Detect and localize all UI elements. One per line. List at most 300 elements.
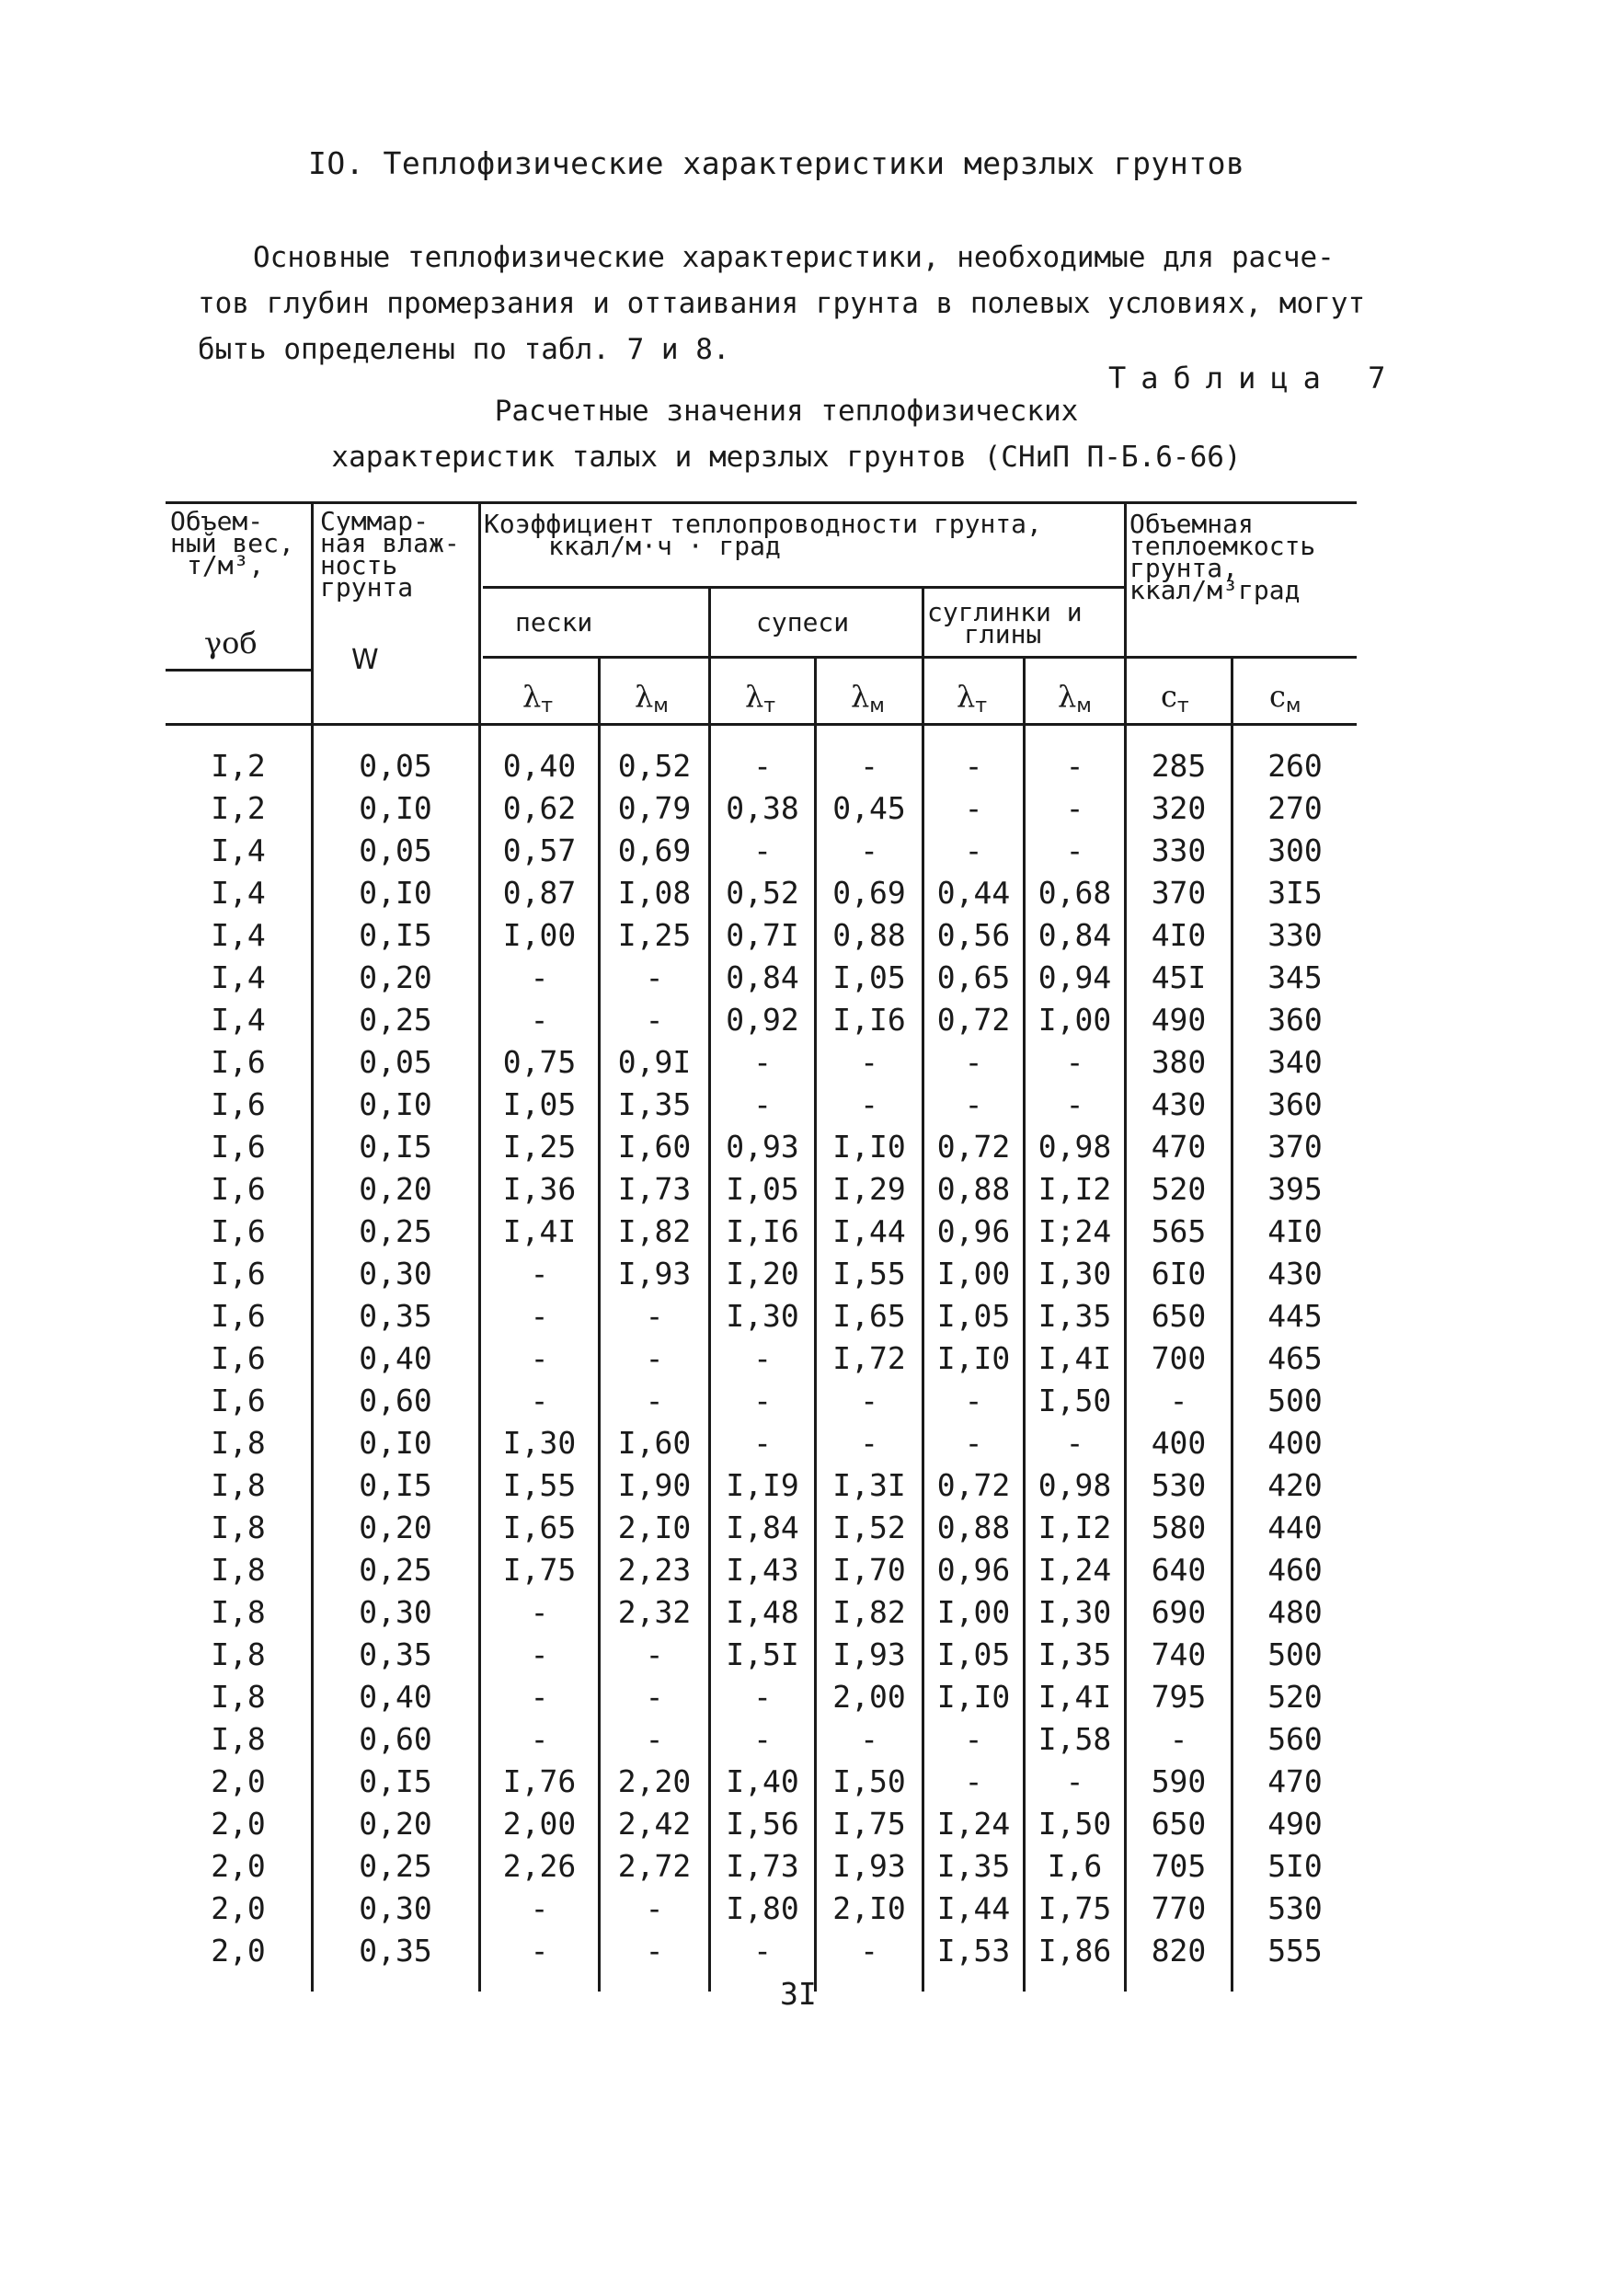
cell-lambda-thawed-sands: - (530, 1679, 549, 1715)
cell-c-thawed: 705 (1151, 1848, 1207, 1884)
cell-lambda-frozen-sands: 0,69 (617, 832, 692, 868)
table-row (166, 787, 1361, 830)
cell-lambda-frozen-loam-clay: 0,68 (1038, 875, 1112, 911)
cell-lambda-frozen-sandy-loam: I,70 (832, 1552, 906, 1588)
cell-lambda-thawed-sands: - (530, 1002, 549, 1038)
table-row (166, 1676, 1361, 1718)
cell-lambda-frozen-sandy-loam: 0,88 (832, 917, 906, 953)
cell-lambda-thawed-loam-clay: 0,96 (936, 1552, 1011, 1588)
cell-c-thawed: 650 (1151, 1298, 1207, 1334)
header-lambda-thawed-loam-clay (957, 679, 987, 718)
cell-c-thawed: 650 (1151, 1806, 1207, 1842)
header-sandy-loam: супеси (756, 607, 850, 637)
cell-c-frozen: 345 (1267, 959, 1323, 995)
lambda-symbol: λ (1058, 679, 1077, 714)
cell-c-thawed: 6I0 (1151, 1256, 1207, 1292)
header-loam-clay (927, 597, 1083, 649)
cell-lambda-frozen-loam-clay: - (1065, 790, 1084, 826)
cell-lambda-frozen-loam-clay: - (1065, 748, 1084, 784)
cell-lambda-frozen-sands: - (645, 1340, 664, 1376)
cell-c-frozen: 430 (1267, 1256, 1323, 1292)
table-title-line: Расчетные значения теплофизических (494, 395, 1079, 428)
table-row (166, 1168, 1361, 1211)
cell-lambda-frozen-sands: - (645, 1383, 664, 1418)
cell-lambda-thawed-sandy-loam: 0,52 (726, 875, 799, 911)
cell-lambda-thawed-sandy-loam: I,80 (726, 1890, 799, 1926)
cell-moisture: 0,25 (359, 1848, 432, 1884)
cell-lambda-thawed-sands: 0,75 (502, 1044, 577, 1080)
cell-lambda-thawed-sandy-loam: - (753, 1679, 772, 1715)
table-row (166, 1845, 1361, 1888)
cell-lambda-thawed-loam-clay: I,05 (936, 1298, 1011, 1334)
cell-lambda-thawed-loam-clay: - (964, 1425, 983, 1461)
header-density-symbol: γоб (204, 626, 258, 660)
cell-lambda-thawed-loam-clay: I,I0 (936, 1679, 1011, 1715)
cell-moisture: 0,30 (359, 1256, 432, 1292)
header-sands: пески (515, 607, 593, 637)
cell-lambda-frozen-loam-clay: - (1065, 1425, 1084, 1461)
cell-lambda-frozen-loam-clay: 0,98 (1038, 1467, 1112, 1503)
cell-lambda-thawed-sands: - (530, 1256, 549, 1292)
table-row (166, 1803, 1361, 1845)
header-c-frozen (1269, 679, 1301, 718)
cell-lambda-thawed-sandy-loam: - (753, 1933, 772, 1969)
cell-moisture: 0,40 (359, 1340, 432, 1376)
cell-c-frozen: 555 (1267, 1933, 1323, 1969)
cell-lambda-frozen-sands: 2,20 (617, 1763, 692, 1799)
cell-lambda-frozen-loam-clay: I,50 (1038, 1383, 1112, 1418)
cell-lambda-frozen-loam-clay: I,4I (1038, 1679, 1112, 1715)
cell-lambda-frozen-sands: - (645, 1636, 664, 1672)
cell-lambda-thawed-loam-clay: I,35 (936, 1848, 1011, 1884)
cell-lambda-thawed-sands: - (530, 1636, 549, 1672)
cell-c-frozen: 270 (1267, 790, 1323, 826)
cell-lambda-frozen-sandy-loam: 2,I0 (832, 1890, 906, 1926)
cell-lambda-thawed-loam-clay: - (964, 748, 983, 784)
cell-c-thawed: 380 (1151, 1044, 1207, 1080)
thawed-subscript: т (763, 695, 776, 718)
cell-lambda-thawed-sands: I,4I (502, 1213, 577, 1249)
cell-lambda-frozen-sandy-loam: - (860, 1044, 878, 1080)
cell-lambda-frozen-sandy-loam: I,72 (832, 1340, 906, 1376)
header-lambda-frozen-sandy-loam (851, 679, 885, 718)
cell-c-frozen: 300 (1267, 832, 1323, 868)
cell-lambda-thawed-sandy-loam: - (753, 1425, 772, 1461)
cell-lambda-thawed-loam-clay: - (964, 1383, 983, 1418)
cell-lambda-frozen-sands: I,35 (617, 1086, 692, 1122)
cell-lambda-thawed-sands: I,25 (502, 1129, 577, 1165)
cell-c-frozen: 500 (1267, 1383, 1323, 1418)
frozen-subscript: м (653, 695, 669, 718)
cell-lambda-frozen-loam-clay: I,35 (1038, 1298, 1112, 1334)
lambda-symbol: λ (957, 679, 976, 714)
cell-density: I,8 (211, 1594, 266, 1630)
cell-density: I,6 (211, 1129, 266, 1165)
table-row (166, 1761, 1361, 1803)
cell-lambda-thawed-sands: 0,87 (502, 875, 577, 911)
cell-lambda-thawed-sands: 0,40 (502, 748, 577, 784)
cell-c-frozen: 480 (1267, 1594, 1323, 1630)
cell-lambda-thawed-sandy-loam: I,40 (726, 1763, 799, 1799)
cell-density: 2,0 (211, 1763, 266, 1799)
cell-lambda-thawed-sands: I,65 (502, 1510, 577, 1545)
cell-lambda-frozen-sandy-loam: I,I0 (832, 1129, 906, 1165)
cell-lambda-frozen-sands: - (645, 1298, 664, 1334)
cell-lambda-thawed-loam-clay: - (964, 832, 983, 868)
cell-density: I,4 (211, 917, 266, 953)
cell-lambda-thawed-loam-clay: - (964, 1086, 983, 1122)
cell-c-thawed: 370 (1151, 875, 1207, 911)
cell-lambda-thawed-loam-clay: - (964, 790, 983, 826)
cell-c-thawed: 470 (1151, 1129, 1207, 1165)
cell-lambda-thawed-loam-clay: 0,44 (936, 875, 1011, 911)
cell-c-thawed: 640 (1151, 1552, 1207, 1588)
cell-c-thawed: 45I (1151, 959, 1207, 995)
cell-lambda-frozen-sands: - (645, 1002, 664, 1038)
cell-lambda-frozen-sandy-loam: - (860, 748, 878, 784)
table-row (166, 1549, 1361, 1591)
cell-density: 2,0 (211, 1848, 266, 1884)
cell-lambda-frozen-loam-clay: - (1065, 1044, 1084, 1080)
cell-moisture: 0,25 (359, 1213, 432, 1249)
cell-lambda-frozen-loam-clay: I;24 (1038, 1213, 1112, 1249)
cell-c-thawed: 740 (1151, 1636, 1207, 1672)
cell-c-thawed: 690 (1151, 1594, 1207, 1630)
frozen-subscript: м (1076, 695, 1092, 718)
header-rule (483, 586, 1127, 589)
header-density-line: Объем- (170, 506, 264, 536)
cell-c-frozen: 445 (1267, 1298, 1323, 1334)
cell-moisture: 0,05 (359, 832, 432, 868)
cell-lambda-thawed-sands: 0,62 (502, 790, 577, 826)
cell-density: I,4 (211, 875, 266, 911)
header-conductivity-group (484, 509, 1042, 561)
cell-lambda-frozen-loam-clay: - (1065, 1086, 1084, 1122)
cell-lambda-thawed-sandy-loam: 0,84 (726, 959, 799, 995)
cell-lambda-frozen-loam-clay: 0,98 (1038, 1129, 1112, 1165)
header-loam-clay-line: глины (964, 619, 1042, 649)
cell-lambda-thawed-sandy-loam: I,84 (726, 1510, 799, 1545)
cell-c-thawed: 330 (1151, 832, 1207, 868)
table-row (166, 1507, 1361, 1549)
cell-lambda-thawed-sands: - (530, 1298, 549, 1334)
cell-lambda-frozen-sandy-loam: - (860, 832, 878, 868)
section-heading: IO. Теплофизические характеристики мерзлых грунтов (308, 145, 1245, 181)
cell-lambda-frozen-sands: 0,79 (617, 790, 692, 826)
table-row (166, 1380, 1361, 1422)
cell-c-thawed: 700 (1151, 1340, 1207, 1376)
cell-lambda-thawed-loam-clay: I,00 (936, 1256, 1011, 1292)
header-lambda-thawed-sandy-loam (745, 679, 775, 718)
cell-lambda-frozen-sandy-loam: I,3I (832, 1467, 906, 1503)
cell-lambda-thawed-sands: - (530, 1383, 549, 1418)
cell-lambda-frozen-loam-clay: I,I2 (1038, 1171, 1112, 1207)
cell-c-frozen: 395 (1267, 1171, 1323, 1207)
table-label: Таблица 7 (1108, 361, 1401, 396)
cell-lambda-thawed-sandy-loam: - (753, 1044, 772, 1080)
table-row (166, 1718, 1361, 1761)
cell-density: I,6 (211, 1213, 266, 1249)
cell-lambda-thawed-sandy-loam: I,73 (726, 1848, 799, 1884)
cell-c-thawed: 820 (1151, 1933, 1207, 1969)
cell-lambda-thawed-sandy-loam: 0,92 (726, 1002, 799, 1038)
header-heat-capacity-line: грунта, (1129, 553, 1239, 583)
cell-lambda-frozen-sandy-loam: 2,00 (832, 1679, 906, 1715)
cell-lambda-thawed-loam-clay: I,05 (936, 1636, 1011, 1672)
cell-density: I,6 (211, 1298, 266, 1334)
lambda-symbol: λ (522, 679, 542, 714)
cell-c-frozen: 420 (1267, 1467, 1323, 1503)
cell-lambda-thawed-sands: - (530, 1594, 549, 1630)
cell-c-frozen: 440 (1267, 1510, 1323, 1545)
cell-lambda-frozen-loam-clay: I,I2 (1038, 1510, 1112, 1545)
cell-lambda-frozen-sandy-loam: 0,69 (832, 875, 906, 911)
cell-lambda-frozen-sands: I,60 (617, 1129, 692, 1165)
cell-lambda-thawed-loam-clay: I,53 (936, 1933, 1011, 1969)
cell-c-thawed: 530 (1151, 1467, 1207, 1503)
cell-lambda-thawed-sands: - (530, 1340, 549, 1376)
table-row (166, 1253, 1361, 1295)
thawed-subscript: т (1176, 695, 1189, 718)
frozen-subscript: м (869, 695, 885, 718)
cell-moisture: 0,40 (359, 1679, 432, 1715)
cell-c-thawed: 4I0 (1151, 917, 1207, 953)
header-density (170, 506, 294, 580)
cell-lambda-thawed-sandy-loam: I,05 (726, 1171, 799, 1207)
cell-c-thawed: - (1169, 1383, 1188, 1418)
cell-c-thawed: 590 (1151, 1763, 1207, 1799)
header-heat-capacity-line: Объемная (1129, 509, 1254, 539)
cell-lambda-thawed-sands: - (530, 1933, 549, 1969)
cell-lambda-frozen-loam-clay: - (1065, 832, 1084, 868)
cell-lambda-thawed-sandy-loam: 0,93 (726, 1129, 799, 1165)
cell-density: I,8 (211, 1636, 266, 1672)
table-row (166, 1634, 1361, 1676)
cell-c-frozen: 400 (1267, 1425, 1323, 1461)
cell-c-thawed: 520 (1151, 1171, 1207, 1207)
cell-c-frozen: 4I0 (1267, 1213, 1323, 1249)
header-loam-clay-line: суглинки и (927, 597, 1083, 627)
cell-c-thawed: 565 (1151, 1213, 1207, 1249)
cell-c-thawed: 770 (1151, 1890, 1207, 1926)
cell-lambda-frozen-loam-clay: I,35 (1038, 1636, 1112, 1672)
cell-lambda-thawed-sands: I,05 (502, 1086, 577, 1122)
table-row (166, 1041, 1361, 1084)
cell-lambda-thawed-loam-clay: 0,72 (936, 1129, 1011, 1165)
table-row (166, 1464, 1361, 1507)
cell-moisture: 0,20 (359, 959, 432, 995)
cell-density: I,6 (211, 1340, 266, 1376)
cell-lambda-thawed-loam-clay: 0,72 (936, 1467, 1011, 1503)
header-moisture-line: Суммар- (320, 506, 430, 536)
cell-lambda-thawed-sands: I,00 (502, 917, 577, 953)
header-moisture (320, 506, 460, 603)
header-bottom-rule (166, 723, 1357, 726)
cell-lambda-thawed-sandy-loam: - (753, 1086, 772, 1122)
lambda-symbol: λ (745, 679, 764, 714)
cell-lambda-thawed-sandy-loam: I,56 (726, 1806, 799, 1842)
cell-lambda-frozen-sandy-loam: I,I6 (832, 1002, 906, 1038)
cell-density: I,8 (211, 1467, 266, 1503)
cell-c-frozen: 3I5 (1267, 875, 1323, 911)
cell-lambda-frozen-sandy-loam: I,55 (832, 1256, 906, 1292)
cell-lambda-frozen-sands: I,82 (617, 1213, 692, 1249)
table-row (166, 1930, 1361, 1972)
header-density-line: ный вес, (170, 528, 294, 558)
cell-c-thawed: 795 (1151, 1679, 1207, 1715)
table-row (166, 1295, 1361, 1337)
cell-lambda-thawed-sandy-loam: 0,7I (726, 917, 799, 953)
cell-lambda-thawed-sandy-loam: - (753, 748, 772, 784)
cell-lambda-frozen-sandy-loam: - (860, 1933, 878, 1969)
cell-c-thawed: 490 (1151, 1002, 1207, 1038)
cell-density: I,8 (211, 1552, 266, 1588)
cell-c-frozen: 370 (1267, 1129, 1323, 1165)
cell-lambda-frozen-sandy-loam: - (860, 1383, 878, 1418)
cell-lambda-frozen-sandy-loam: I,52 (832, 1510, 906, 1545)
cell-moisture: 0,I5 (359, 1763, 432, 1799)
table-row (166, 1888, 1361, 1930)
table-row (166, 1337, 1361, 1380)
cell-c-frozen: 500 (1267, 1636, 1323, 1672)
table-row (166, 872, 1361, 914)
cell-lambda-thawed-sandy-loam: I,20 (726, 1256, 799, 1292)
cell-lambda-frozen-sandy-loam: I,82 (832, 1594, 906, 1630)
table-row (166, 1211, 1361, 1253)
cell-lambda-frozen-loam-clay: - (1065, 1763, 1084, 1799)
cell-lambda-frozen-sands: - (645, 1679, 664, 1715)
cell-density: I,6 (211, 1044, 266, 1080)
cell-density: 2,0 (211, 1806, 266, 1842)
cell-lambda-thawed-loam-clay: I,I0 (936, 1340, 1011, 1376)
cell-lambda-thawed-loam-clay: - (964, 1721, 983, 1757)
cell-c-frozen: 330 (1267, 917, 1323, 953)
cell-lambda-frozen-sandy-loam: I,65 (832, 1298, 906, 1334)
cell-lambda-frozen-sands: I,93 (617, 1256, 692, 1292)
thawed-subscript: т (975, 695, 988, 718)
cell-lambda-frozen-loam-clay: I,30 (1038, 1594, 1112, 1630)
cell-density: I,8 (211, 1679, 266, 1715)
header-lambda-frozen-sands (635, 679, 669, 718)
thawed-subscript: т (541, 695, 554, 718)
header-moisture-line: ная влаж- (320, 528, 460, 558)
table-row (166, 830, 1361, 872)
table-row (166, 999, 1361, 1041)
header-rule (483, 656, 1357, 659)
cell-lambda-frozen-sandy-loam: I,50 (832, 1763, 906, 1799)
cell-lambda-thawed-sands: 2,00 (502, 1806, 577, 1842)
cell-lambda-frozen-sands: - (645, 1721, 664, 1757)
cell-lambda-frozen-sands: I,90 (617, 1467, 692, 1503)
cell-c-frozen: 490 (1267, 1806, 1323, 1842)
c-symbol: c (1269, 679, 1286, 714)
cell-lambda-frozen-sandy-loam: I,44 (832, 1213, 906, 1249)
cell-lambda-thawed-sands: 2,26 (502, 1848, 577, 1884)
cell-lambda-frozen-sandy-loam: I,93 (832, 1636, 906, 1672)
cell-moisture: 0,20 (359, 1510, 432, 1545)
cell-lambda-frozen-loam-clay: I,58 (1038, 1721, 1112, 1757)
cell-lambda-frozen-sands: I,08 (617, 875, 692, 911)
table-row (166, 1084, 1361, 1126)
cell-lambda-thawed-sandy-loam: 0,38 (726, 790, 799, 826)
cell-density: I,4 (211, 832, 266, 868)
cell-moisture: 0,20 (359, 1806, 432, 1842)
cell-c-frozen: 360 (1267, 1086, 1323, 1122)
cell-moisture: 0,I5 (359, 1129, 432, 1165)
lambda-symbol: λ (635, 679, 654, 714)
cell-lambda-thawed-sands: I,55 (502, 1467, 577, 1503)
cell-density: I,4 (211, 1002, 266, 1038)
cell-lambda-frozen-sandy-loam: I,75 (832, 1806, 906, 1842)
cell-lambda-frozen-sands: I,60 (617, 1425, 692, 1461)
cell-lambda-thawed-loam-clay: I,44 (936, 1890, 1011, 1926)
cell-c-thawed: 430 (1151, 1086, 1207, 1122)
header-c-thawed (1161, 679, 1189, 718)
frozen-subscript: м (1285, 695, 1301, 718)
header-moisture-line: грунта (320, 572, 414, 603)
page-number: 3I (780, 1976, 817, 2012)
cell-lambda-thawed-loam-clay: I,24 (936, 1806, 1011, 1842)
cell-density: I,8 (211, 1510, 266, 1545)
cell-lambda-frozen-sandy-loam: I,29 (832, 1171, 906, 1207)
header-heat-capacity-line: ккал/м³град (1129, 575, 1301, 605)
cell-lambda-frozen-sandy-loam: I,93 (832, 1848, 906, 1884)
cell-lambda-frozen-loam-clay: I,86 (1038, 1933, 1112, 1969)
cell-lambda-thawed-sandy-loam: I,48 (726, 1594, 799, 1630)
cell-lambda-thawed-sandy-loam: I,43 (726, 1552, 799, 1588)
cell-lambda-frozen-loam-clay: 0,94 (1038, 959, 1112, 995)
cell-density: I,2 (211, 790, 266, 826)
cell-lambda-frozen-sands: 2,23 (617, 1552, 692, 1588)
cell-moisture: 0,I0 (359, 1425, 432, 1461)
cell-moisture: 0,35 (359, 1636, 432, 1672)
cell-lambda-thawed-sands: 0,57 (502, 832, 577, 868)
cell-lambda-frozen-loam-clay: I,75 (1038, 1890, 1112, 1926)
cell-lambda-frozen-loam-clay: I,4I (1038, 1340, 1112, 1376)
cell-density: I,6 (211, 1383, 266, 1418)
cell-lambda-thawed-loam-clay: I,00 (936, 1594, 1011, 1630)
cell-density: 2,0 (211, 1890, 266, 1926)
cell-lambda-thawed-loam-clay: 0,88 (936, 1510, 1011, 1545)
cell-density: I,6 (211, 1171, 266, 1207)
cell-lambda-thawed-sands: I,75 (502, 1552, 577, 1588)
cell-lambda-thawed-sandy-loam: I,I9 (726, 1467, 799, 1503)
cell-lambda-thawed-sandy-loam: I,5I (726, 1636, 799, 1672)
cell-c-frozen: 530 (1267, 1890, 1323, 1926)
header-rule (166, 669, 313, 672)
cell-lambda-frozen-sands: I,25 (617, 917, 692, 953)
cell-moisture: 0,30 (359, 1594, 432, 1630)
cell-lambda-thawed-loam-clay: 0,65 (936, 959, 1011, 995)
c-symbol: c (1161, 679, 1177, 714)
cell-density: I,8 (211, 1425, 266, 1461)
cell-lambda-frozen-sands: 2,I0 (617, 1510, 692, 1545)
cell-lambda-thawed-sandy-loam: I,30 (726, 1298, 799, 1334)
intro-line: тов глубин промерзания и оттаивания грунта в полевых условиях, могут (198, 287, 1366, 320)
cell-lambda-thawed-loam-clay: 0,96 (936, 1213, 1011, 1249)
table-row (166, 957, 1361, 999)
cell-lambda-frozen-sands: 2,72 (617, 1848, 692, 1884)
intro-line: быть определены по табл. 7 и 8. (198, 333, 730, 366)
cell-density: I,8 (211, 1721, 266, 1757)
cell-lambda-frozen-sandy-loam: - (860, 1425, 878, 1461)
cell-lambda-thawed-sands: - (530, 1890, 549, 1926)
cell-lambda-thawed-sandy-loam: - (753, 1721, 772, 1757)
cell-density: I,6 (211, 1256, 266, 1292)
cell-lambda-thawed-sandy-loam: - (753, 832, 772, 868)
cell-lambda-frozen-loam-clay: I,24 (1038, 1552, 1112, 1588)
cell-density: I,4 (211, 959, 266, 995)
